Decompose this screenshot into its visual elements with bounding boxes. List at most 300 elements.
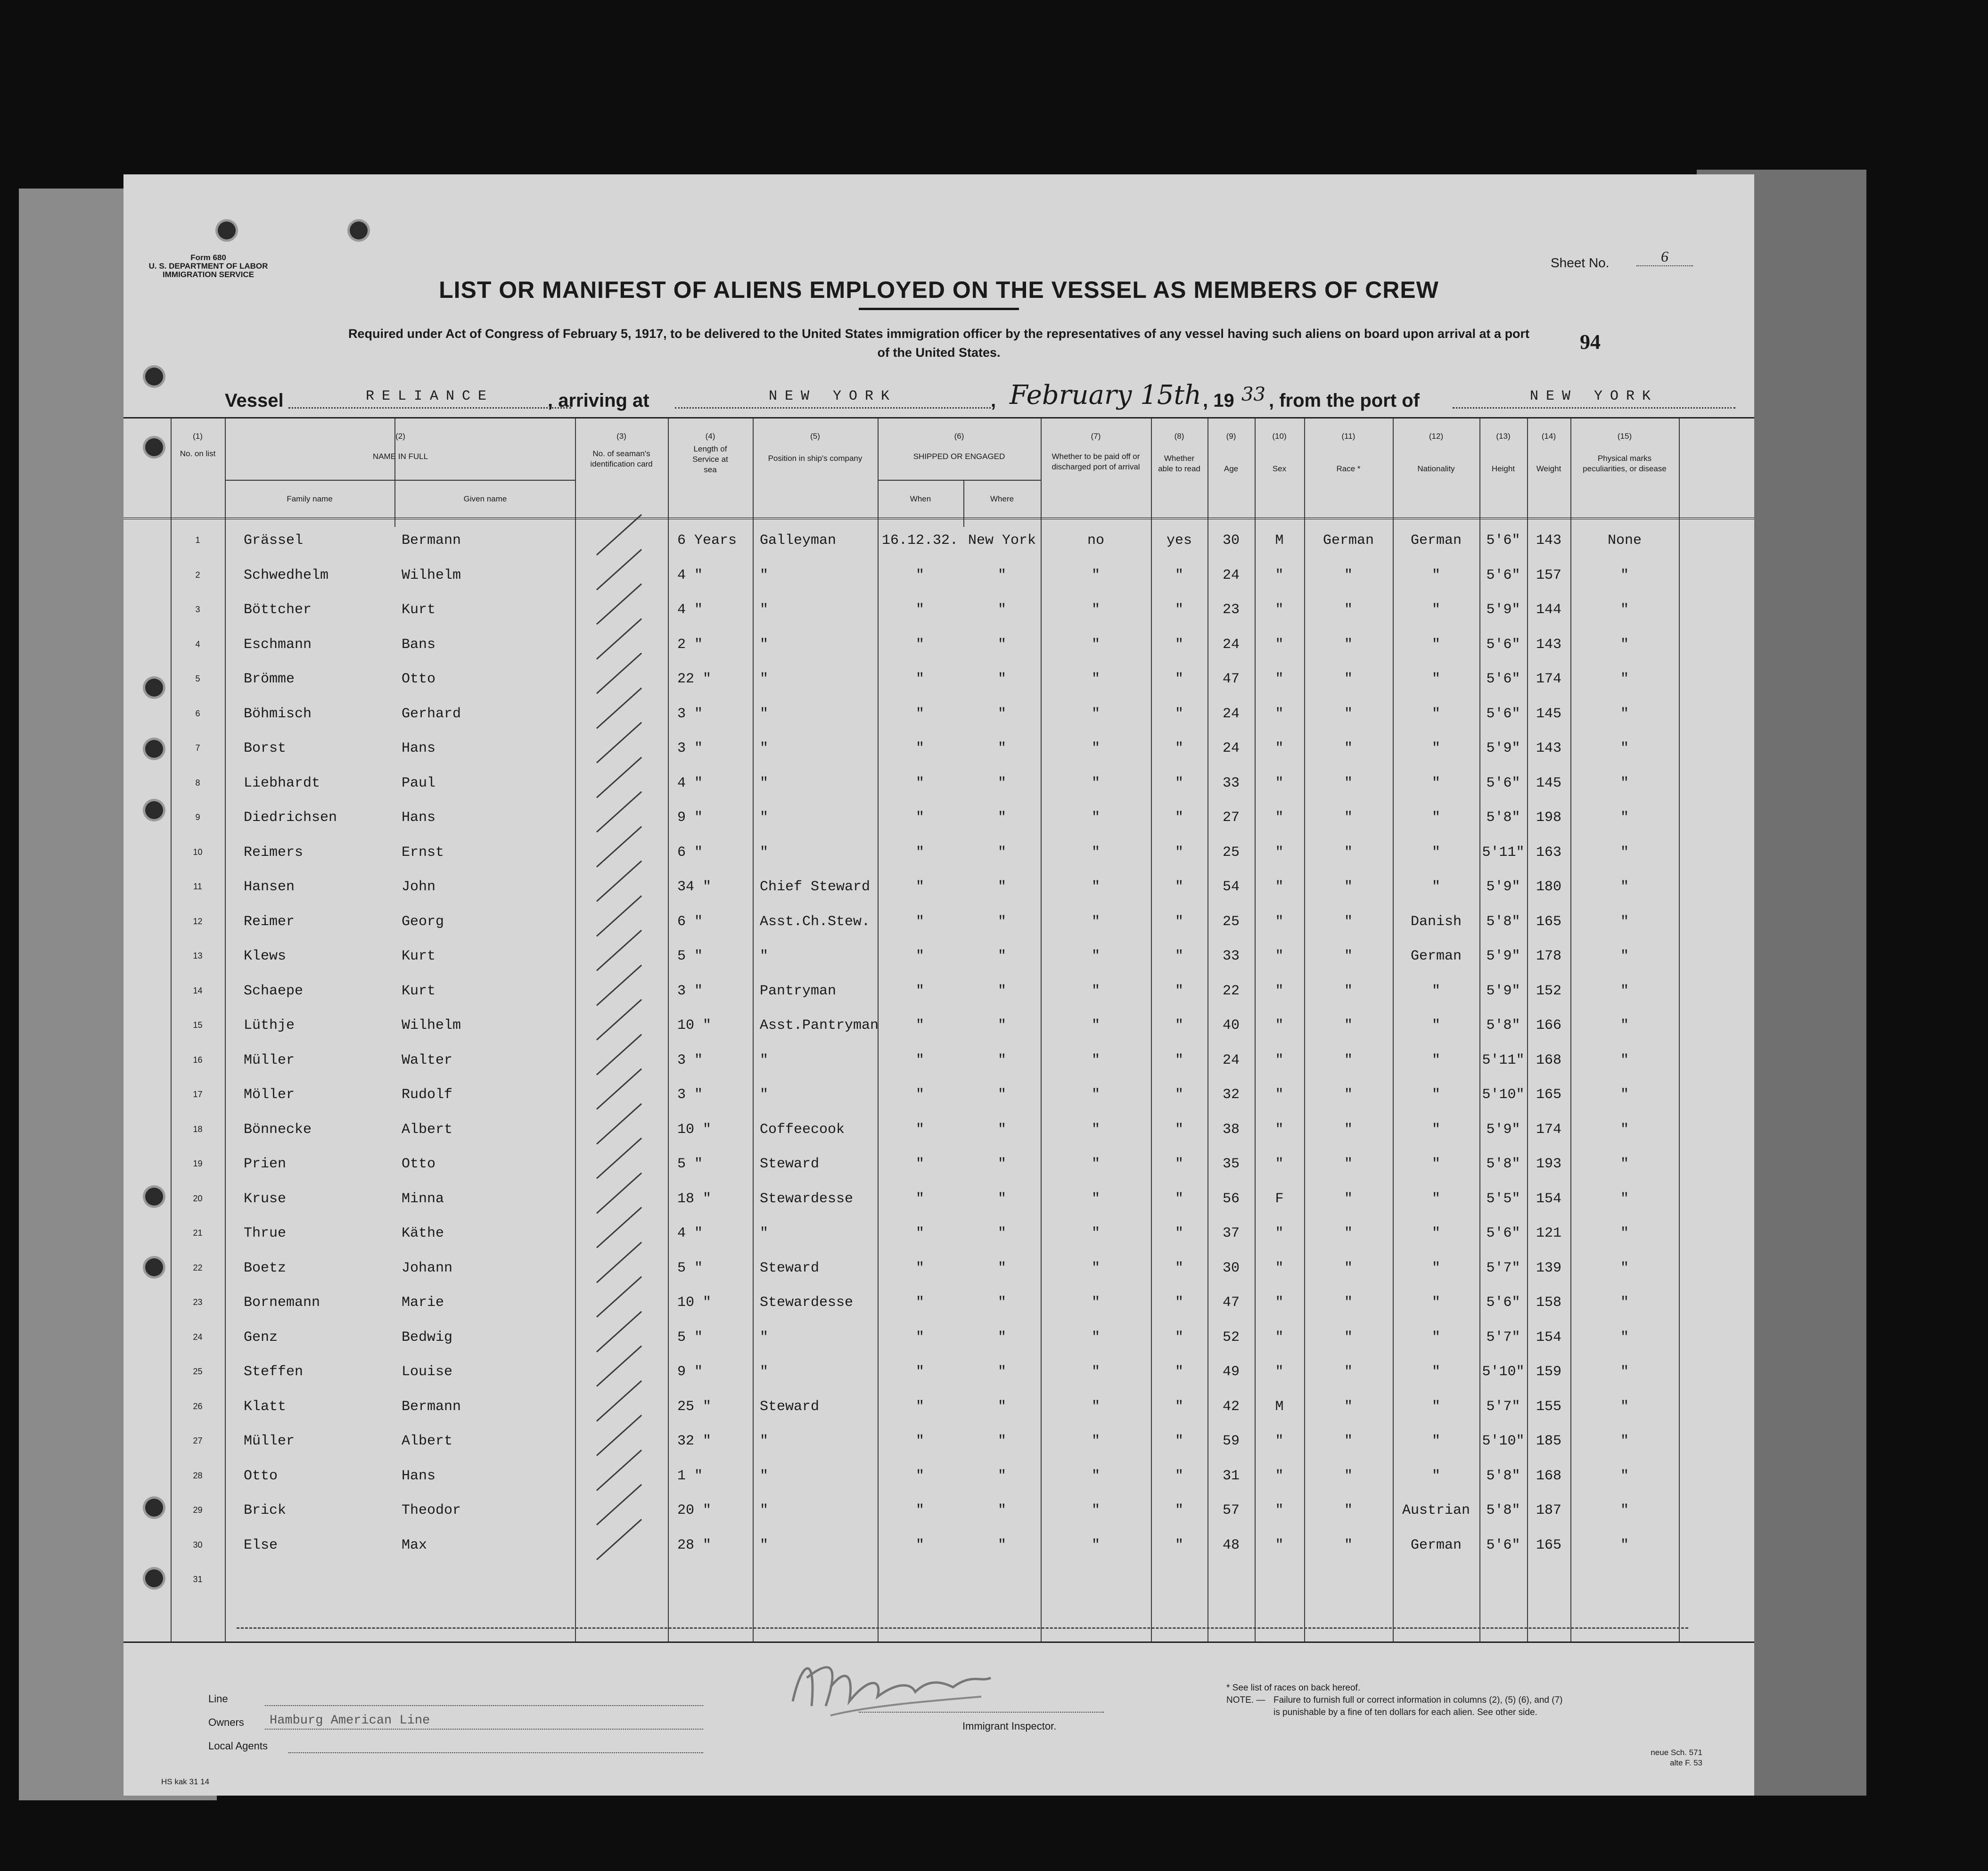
cell-nationality: ": [1431, 636, 1440, 653]
cell-family: Brick: [244, 1502, 287, 1518]
cell-nationality: ": [1431, 1121, 1440, 1138]
cell-when: ": [915, 1225, 924, 1241]
cell-race: ": [1344, 1156, 1353, 1172]
cell-read: ": [1175, 1468, 1183, 1484]
cell-age: 32: [1222, 1087, 1240, 1103]
cell-paid: ": [1091, 567, 1100, 583]
cell-race: ": [1344, 810, 1353, 826]
cell-no: 17: [193, 1090, 203, 1099]
cell-given: Gerhard: [402, 706, 461, 722]
cell-height: 5'9": [1486, 983, 1520, 999]
cell-family: Reimer: [244, 913, 295, 930]
cell-weight: 144: [1536, 602, 1561, 618]
cell-no: 23: [193, 1297, 203, 1307]
table-row: [123, 1323, 1754, 1357]
cell-service: 34 ": [677, 879, 712, 895]
cell-race: ": [1344, 775, 1353, 791]
id-card-checkmark: [590, 1115, 647, 1149]
cell-read: ": [1175, 1225, 1183, 1241]
cell-no: 28: [193, 1470, 203, 1480]
cell-age: 33: [1222, 775, 1240, 791]
cell-given: Max: [402, 1537, 427, 1553]
cell-given: Otto: [402, 1156, 436, 1172]
cell-family: Klatt: [244, 1398, 287, 1415]
cell-nationality: ": [1431, 810, 1440, 826]
cell-position: ": [760, 740, 769, 756]
cell-sex: ": [1275, 1537, 1284, 1553]
cell-weight: 143: [1536, 636, 1561, 653]
cell-service: 3 ": [677, 1052, 703, 1068]
cell-race: ": [1344, 740, 1353, 756]
cell-paid: ": [1091, 1398, 1100, 1415]
cell-sex: ": [1275, 602, 1284, 618]
cell-paid: ": [1091, 1502, 1100, 1518]
cell-read: ": [1175, 1502, 1183, 1518]
colnum-1: (1): [193, 432, 203, 441]
cell-marks: ": [1620, 1052, 1629, 1068]
cell-paid: ": [1091, 1295, 1100, 1311]
cell-position: ": [760, 636, 769, 653]
cell-where: ": [997, 810, 1006, 826]
cell-when: ": [915, 1329, 924, 1346]
cell-marks: ": [1620, 1433, 1629, 1449]
colnum-14: (14): [1541, 432, 1556, 441]
cell-given: Bans: [402, 636, 436, 653]
cell-service: 5 ": [677, 1329, 703, 1346]
cell-where: ": [997, 636, 1006, 653]
form-number: Form 680: [190, 253, 226, 262]
cell-age: 35: [1222, 1156, 1240, 1172]
cell-weight: 168: [1536, 1468, 1561, 1484]
cell-when: ": [915, 1398, 924, 1415]
cell-given: Bedwig: [402, 1329, 453, 1346]
cell-age: 33: [1222, 948, 1240, 964]
cell-marks: ": [1620, 671, 1629, 687]
vessel-line: [123, 380, 1754, 414]
cell-height: 5'7": [1486, 1329, 1520, 1346]
cell-read: ": [1175, 1156, 1183, 1172]
cell-paid: ": [1091, 1018, 1100, 1034]
cell-where: ": [997, 948, 1006, 964]
cell-given: Kurt: [402, 983, 436, 999]
cell-no: 18: [193, 1124, 203, 1134]
cell-no: 25: [193, 1367, 203, 1376]
cell-marks: ": [1620, 983, 1629, 999]
arriving-label: , arriving at: [548, 390, 649, 411]
cell-service: 4 ": [677, 567, 703, 583]
cell-age: 25: [1222, 844, 1240, 861]
cell-position: Coffeecook: [760, 1121, 845, 1138]
cell-where: ": [997, 1260, 1006, 1276]
cell-sex: ": [1275, 1364, 1284, 1380]
cell-when: ": [915, 844, 924, 861]
cell-race: ": [1344, 1052, 1353, 1068]
cell-family: Else: [244, 1537, 278, 1553]
cell-where: ": [997, 1018, 1006, 1034]
header-id-card: No. of seaman's identification card: [590, 449, 653, 468]
cell-race: ": [1344, 844, 1353, 861]
table-row: [123, 1392, 1754, 1426]
cell-nationality: ": [1431, 1260, 1440, 1276]
cell-weight: 145: [1536, 706, 1561, 722]
cell-family: Lüthje: [244, 1018, 295, 1034]
cell-given: Minna: [402, 1190, 444, 1207]
table-row: [123, 1149, 1754, 1183]
cell-given: Paul: [402, 775, 436, 791]
cell-no: 15: [193, 1020, 203, 1030]
cell-height: 5'7": [1486, 1260, 1520, 1276]
cell-sex: ": [1275, 1329, 1284, 1346]
cell-marks: ": [1620, 879, 1629, 895]
cell-marks: ": [1620, 1468, 1629, 1484]
cell-marks: ": [1620, 913, 1629, 930]
cell-when: ": [915, 775, 924, 791]
cell-position: ": [760, 1329, 769, 1346]
cell-paid: ": [1091, 775, 1100, 791]
table-row: [123, 665, 1754, 698]
cell-position: Asst.Ch.Stew.: [760, 913, 871, 930]
cell-age: 30: [1222, 533, 1240, 549]
cell-marks: ": [1620, 1329, 1629, 1346]
cell-age: 24: [1222, 706, 1240, 722]
cell-read: ": [1175, 1018, 1183, 1034]
cell-paid: ": [1091, 1433, 1100, 1449]
cell-height: 5'8": [1486, 1156, 1520, 1172]
cell-where: ": [997, 983, 1006, 999]
cell-position: Steward: [760, 1260, 820, 1276]
cell-position: ": [760, 775, 769, 791]
cell-sex: M: [1275, 533, 1284, 549]
header-family-name: Family name: [287, 494, 333, 503]
cell-position: ": [760, 810, 769, 826]
cell-family: Reimers: [244, 844, 304, 861]
table-row: [123, 526, 1754, 560]
manifest-sheet: [123, 174, 1754, 1796]
cell-where: ": [997, 1156, 1006, 1172]
cell-marks: ": [1620, 1156, 1629, 1172]
cell-sex: ": [1275, 948, 1284, 964]
cell-race: ": [1344, 879, 1353, 895]
cell-family: Klews: [244, 948, 287, 964]
header-length-of-service: Length of Service at sea: [692, 444, 728, 474]
table-row: [123, 769, 1754, 803]
cell-family: Prien: [244, 1156, 287, 1172]
cell-when: ": [915, 913, 924, 930]
cell-family: Müller: [244, 1433, 295, 1449]
table-row: [123, 1357, 1754, 1391]
cell-service: 5 ": [677, 1260, 703, 1276]
cell-weight: 198: [1536, 810, 1561, 826]
cell-nationality: ": [1431, 671, 1440, 687]
cell-when: ": [915, 879, 924, 895]
table-row: [123, 734, 1754, 768]
cell-weight: 143: [1536, 740, 1561, 756]
cell-when: ": [915, 948, 924, 964]
cell-no: 5: [195, 674, 200, 683]
cell-service: 10 ": [677, 1121, 712, 1138]
cell-read: ": [1175, 1537, 1183, 1553]
cell-position: ": [760, 948, 769, 964]
cell-height: 5'6": [1486, 671, 1520, 687]
id-card-checkmark: [590, 1149, 647, 1183]
cell-marks: ": [1620, 636, 1629, 653]
cell-height: 5'8": [1486, 810, 1520, 826]
cell-race: ": [1344, 1398, 1353, 1415]
cell-height: 5'8": [1486, 1018, 1520, 1034]
cell-paid: ": [1091, 740, 1100, 756]
arrival-date: February 15th: [1010, 380, 1202, 410]
cell-height: 5'6": [1486, 636, 1520, 653]
table-row: [123, 838, 1754, 872]
cell-when: ": [915, 1052, 924, 1068]
cell-marks: ": [1620, 775, 1629, 791]
cell-where: ": [997, 1225, 1006, 1241]
cell-when: ": [915, 1295, 924, 1311]
cell-paid: ": [1091, 602, 1100, 618]
cell-when: ": [915, 1364, 924, 1380]
cell-when: ": [915, 567, 924, 583]
cell-given: Albert: [402, 1433, 453, 1449]
name-subheader-rule: [225, 480, 576, 481]
document-title: LIST OR MANIFEST OF ALIENS EMPLOYED ON THE VESSEL AS MEMBERS OF CREW: [439, 277, 1439, 303]
cell-marks: ": [1620, 1398, 1629, 1415]
cell-weight: 145: [1536, 775, 1561, 791]
id-card-checkmark: [590, 803, 647, 837]
colnum-4: (4): [705, 432, 715, 441]
sheet-number-value: 6: [1636, 248, 1693, 266]
cell-race: ": [1344, 1225, 1353, 1241]
id-card-checkmark: [590, 630, 647, 664]
cell-age: 37: [1222, 1225, 1240, 1241]
cell-family: Böhmisch: [244, 706, 312, 722]
cell-race: ": [1344, 1121, 1353, 1138]
cell-where: ": [997, 602, 1006, 618]
cell-marks: ": [1620, 948, 1629, 964]
cell-sex: ": [1275, 671, 1284, 687]
cell-service: 22 ": [677, 671, 712, 687]
owners-label: Owners: [208, 1716, 244, 1728]
cell-position: ": [760, 602, 769, 618]
cell-height: 5'9": [1486, 602, 1520, 618]
cell-no: 30: [193, 1540, 203, 1550]
cell-read: ": [1175, 775, 1183, 791]
cell-height: 5'8": [1486, 1502, 1520, 1518]
cell-nationality: Austrian: [1402, 1502, 1470, 1518]
cell-no: 8: [195, 778, 200, 788]
cell-given: Hans: [402, 740, 436, 756]
cell-height: 5'8": [1486, 913, 1520, 930]
colnum-7: (7): [1091, 432, 1101, 441]
cell-position: Steward: [760, 1398, 820, 1415]
cell-weight: 158: [1536, 1295, 1561, 1311]
cell-nationality: ": [1431, 1433, 1440, 1449]
shipped-subheader-rule: [878, 480, 1041, 481]
header-height: Height: [1491, 464, 1515, 473]
colnum-10: (10): [1272, 432, 1287, 441]
cell-weight: 155: [1536, 1398, 1561, 1415]
cell-position: Steward: [760, 1156, 820, 1172]
cell-position: Galleyman: [760, 533, 837, 549]
cell-race: ": [1344, 636, 1353, 653]
cell-paid: ": [1091, 1087, 1100, 1103]
cell-when: ": [915, 1156, 924, 1172]
cell-service: 20 ": [677, 1502, 712, 1518]
id-card-checkmark: [590, 1254, 647, 1288]
cell-given: Otto: [402, 671, 436, 687]
cell-family: Genz: [244, 1329, 278, 1346]
cell-where: ": [997, 1502, 1006, 1518]
cell-family: Thrue: [244, 1225, 287, 1241]
cell-family: Boetz: [244, 1260, 287, 1276]
cell-when: ": [915, 1468, 924, 1484]
cell-marks: ": [1620, 706, 1629, 722]
cell-service: 25 ": [677, 1398, 712, 1415]
cell-race: ": [1344, 1329, 1353, 1346]
colnum-8: (8): [1174, 432, 1184, 441]
cell-race: ": [1344, 671, 1353, 687]
cell-age: 27: [1222, 810, 1240, 826]
cell-where: ": [997, 1364, 1006, 1380]
cell-sex: ": [1275, 1018, 1284, 1034]
cell-given: Hans: [402, 1468, 436, 1484]
cell-family: Schwedhelm: [244, 567, 329, 583]
cell-read: ": [1175, 1398, 1183, 1415]
cell-family: Steffen: [244, 1364, 304, 1380]
cell-weight: 193: [1536, 1156, 1561, 1172]
cell-read: ": [1175, 1052, 1183, 1068]
cell-race: ": [1344, 567, 1353, 583]
cell-given: Marie: [402, 1295, 444, 1311]
cell-paid: ": [1091, 1329, 1100, 1346]
id-card-checkmark: [590, 1288, 647, 1322]
cell-height: 5'6": [1486, 775, 1520, 791]
punch-hole: [218, 222, 236, 239]
colnum-9: (9): [1226, 432, 1236, 441]
cell-read: ": [1175, 948, 1183, 964]
cell-position: ": [760, 1052, 769, 1068]
cell-given: Bermann: [402, 533, 461, 549]
cell-nationality: ": [1431, 1156, 1440, 1172]
cell-where: ": [997, 844, 1006, 861]
cell-weight: 174: [1536, 1121, 1561, 1138]
cell-height: 5'6": [1486, 706, 1520, 722]
cell-sex: ": [1275, 810, 1284, 826]
cell-position: ": [760, 1364, 769, 1380]
cell-sex: M: [1275, 1398, 1284, 1415]
cell-family: Bornemann: [244, 1295, 320, 1311]
cell-position: ": [760, 567, 769, 583]
local-agents-field: [288, 1740, 703, 1753]
cell-paid: ": [1091, 1121, 1100, 1138]
table-row: [123, 1254, 1754, 1288]
cell-given: Kurt: [402, 948, 436, 964]
cell-nationality: German: [1410, 533, 1462, 549]
cell-read: ": [1175, 844, 1183, 861]
cell-when: 16.12.32.: [881, 533, 959, 549]
punch-hole: [145, 368, 163, 386]
cell-where: ": [997, 671, 1006, 687]
cell-no: 27: [193, 1436, 203, 1445]
cell-sex: ": [1275, 1156, 1284, 1172]
header-sex: Sex: [1272, 464, 1287, 473]
cell-given: John: [402, 879, 436, 895]
cell-position: ": [760, 844, 769, 861]
cell-family: Diedrichsen: [244, 810, 337, 826]
note-line-1: Failure to furnish full or correct information in columns (2), (5) (6), and (7): [1273, 1695, 1563, 1705]
cell-paid: ": [1091, 879, 1100, 895]
cell-height: 5'5": [1486, 1190, 1520, 1207]
header-when: When: [910, 494, 931, 503]
cell-sex: ": [1275, 983, 1284, 999]
cell-weight: 154: [1536, 1190, 1561, 1207]
vessel-label: Vessel: [225, 390, 284, 411]
cell-race: ": [1344, 1260, 1353, 1276]
cell-given: Bermann: [402, 1398, 461, 1415]
cell-marks: ": [1620, 1260, 1629, 1276]
crew-table: [123, 417, 1754, 1643]
table-row: [123, 1565, 1754, 1599]
year-suffix: 33: [1241, 384, 1265, 405]
table-row: [123, 1115, 1754, 1149]
table-row: [123, 872, 1754, 906]
table-row: [123, 907, 1754, 941]
cell-no: 24: [193, 1332, 203, 1342]
cell-nationality: ": [1431, 567, 1440, 583]
cell-nationality: ": [1431, 706, 1440, 722]
cell-no: 10: [193, 847, 203, 857]
cell-no: 22: [193, 1263, 203, 1272]
cell-paid: ": [1091, 983, 1100, 999]
id-card-checkmark: [590, 769, 647, 803]
cell-position: Pantryman: [760, 983, 837, 999]
cell-paid: no: [1087, 533, 1104, 549]
cell-sex: ": [1275, 567, 1284, 583]
cell-family: Müller: [244, 1052, 295, 1068]
cell-no: 12: [193, 916, 203, 926]
cell-given: Hans: [402, 810, 436, 826]
cell-age: 24: [1222, 1052, 1240, 1068]
cell-read: ": [1175, 636, 1183, 653]
cell-position: ": [760, 1537, 769, 1553]
cell-read: ": [1175, 1329, 1183, 1346]
cell-family: Kruse: [244, 1190, 287, 1207]
print-code: HS kak 31 14: [161, 1777, 210, 1786]
cell-nationality: ": [1431, 1468, 1440, 1484]
id-card-checkmark: [590, 665, 647, 698]
cell-when: ": [915, 636, 924, 653]
table-row: [123, 1531, 1754, 1565]
cell-age: 52: [1222, 1329, 1240, 1346]
cell-read: ": [1175, 740, 1183, 756]
colnum-2: (2): [395, 432, 405, 441]
cell-no: 11: [193, 882, 202, 891]
cell-service: 6 Years: [677, 533, 737, 549]
cell-no: 16: [193, 1055, 203, 1065]
cell-when: ": [915, 706, 924, 722]
cell-sex: ": [1275, 1502, 1284, 1518]
header-name-in-full: NAME IN FULL: [372, 452, 428, 461]
cell-age: 30: [1222, 1260, 1240, 1276]
cell-height: 5'6": [1486, 533, 1520, 549]
cell-no: 21: [193, 1228, 203, 1238]
table-row: [123, 630, 1754, 664]
cell-sex: ": [1275, 1260, 1284, 1276]
cell-race: ": [1344, 706, 1353, 722]
cell-family: Eschmann: [244, 636, 312, 653]
reference-codes: [1594, 1748, 1702, 1768]
id-card-checkmark: [590, 1392, 647, 1426]
cell-position: ": [760, 671, 769, 687]
